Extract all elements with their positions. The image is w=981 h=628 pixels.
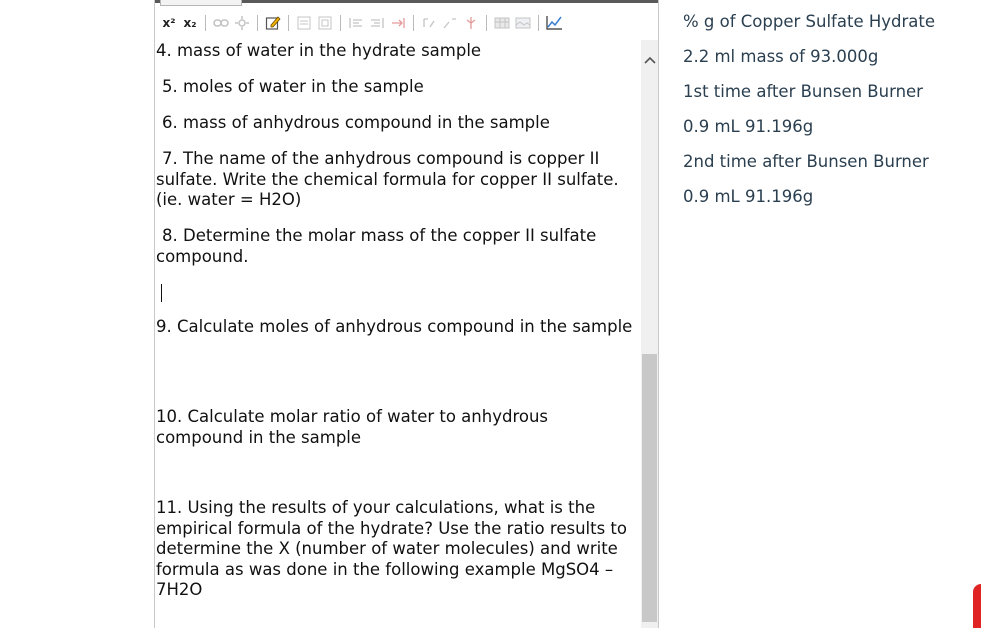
superscript-icon[interactable]: x² <box>162 16 176 30</box>
question-5: 5. moles of water in the sample <box>162 77 424 96</box>
question-8: 8. Determine the molar mass of the copper II sulfate compound. <box>156 226 597 266</box>
text-cursor <box>161 284 162 302</box>
toolbar-separator <box>538 15 539 31</box>
data-line-first-heating: 1st time after Bunsen Burner <box>683 82 923 101</box>
toolbar-separator <box>340 15 341 31</box>
arrow-right-icon[interactable] <box>389 14 407 32</box>
outdent-icon[interactable] <box>368 14 386 32</box>
toolbar-separator <box>288 15 289 31</box>
toolbar-separator <box>413 15 414 31</box>
align-left-icon[interactable] <box>295 14 313 32</box>
editor-content[interactable] <box>156 40 640 628</box>
link-icon[interactable] <box>212 14 230 32</box>
image-icon[interactable] <box>514 14 532 32</box>
question-10: 10. Calculate molar ratio of water to anhydrous compound in the sample <box>156 407 549 447</box>
chart-icon[interactable] <box>545 14 563 32</box>
data-line-second-heating: 2nd time after Bunsen Burner <box>683 152 929 171</box>
question-9: 9. Calculate moles of anhydrous compound in the sample <box>156 317 633 336</box>
data-line-title: % g of Copper Sulfate Hydrate <box>683 12 935 31</box>
indent-icon[interactable] <box>347 14 365 32</box>
math-icon[interactable] <box>420 14 438 32</box>
toolbar-separator <box>205 15 206 31</box>
data-line-initial-mass: 2.2 ml mass of 93.000g <box>683 47 879 66</box>
edit-box-icon[interactable] <box>264 14 282 32</box>
question-6: 6. mass of anhydrous compound in the sample <box>162 113 550 132</box>
subscript-icon[interactable]: x₂ <box>183 16 197 30</box>
scroll-up-icon[interactable] <box>641 52 658 68</box>
align-center-icon[interactable] <box>316 14 334 32</box>
data-line-second-mass: 0.9 mL 91.196g <box>683 187 814 206</box>
editor-scrollbar[interactable] <box>641 40 658 628</box>
question-4: 4. mass of water in the hydrate sample <box>156 41 482 60</box>
toolbar-separator <box>257 15 258 31</box>
special-character-icon[interactable] <box>462 14 480 32</box>
question-7: 7. The name of the anhydrous compound is copper II sulfate. Write the chemical formula for copper II sulfate. (ie. water = H2O) <box>156 149 619 209</box>
corner-accent <box>973 584 981 628</box>
editor-toolbar <box>160 10 563 36</box>
question-11: 11. Using the results of your calculations, what is the empirical formula of the hydrate? Use the ratio results to determine the X (number of water molecules) and write formula as was done in the following example MgSO4 – 7H2O <box>156 498 627 599</box>
toolbar-separator <box>486 15 487 31</box>
exponent-icon[interactable] <box>441 14 459 32</box>
table-icon[interactable] <box>493 14 511 32</box>
data-line-first-mass: 0.9 mL 91.196g <box>683 117 814 136</box>
unlink-icon[interactable] <box>233 14 251 32</box>
scrollbar-thumb[interactable] <box>642 354 657 622</box>
